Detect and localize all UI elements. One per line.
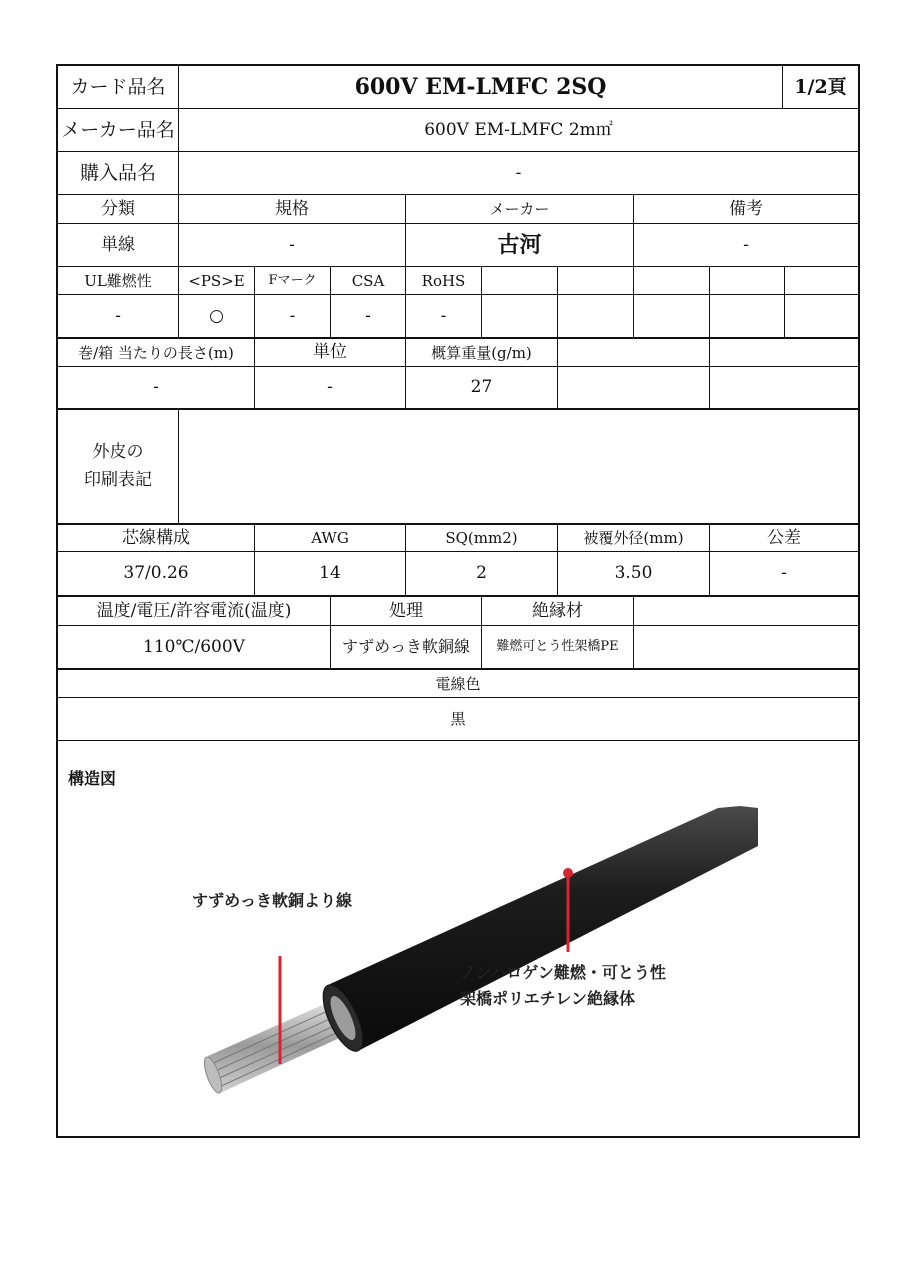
treatment-header: 処理	[389, 600, 423, 621]
maker-name-value: 600V EM-LMFC 2m㎡	[424, 119, 613, 140]
insulation-label-line1: ノンハロゲン難燃・可とう性	[460, 963, 666, 982]
structure-value: 37/0.26	[123, 563, 189, 584]
rating-value: 110℃/600V	[143, 636, 245, 657]
conductor-label: すずめっき軟銅より線	[192, 891, 353, 910]
class-header: 分類	[101, 198, 135, 219]
structure-header: 芯線構成	[122, 527, 190, 548]
class-value: 単線	[101, 234, 135, 255]
card-name-value: 600V EM-LMFC 2SQ	[354, 73, 607, 100]
od-value: 3.50	[614, 563, 653, 584]
maker-name-label: メーカー品名	[61, 118, 175, 141]
spec-value: -	[289, 234, 295, 255]
sq-value: 2	[476, 563, 487, 584]
weight-header: 概算重量(g/m)	[431, 343, 532, 362]
sq-header: SQ(mm2)	[445, 529, 518, 547]
cert-value-csa: -	[365, 305, 371, 326]
cert-value-fmark: -	[289, 305, 296, 326]
insulation-header: 絶縁材	[532, 600, 583, 621]
purchase-name-label: 購入品名	[79, 161, 156, 184]
diagram-title: 構造図	[68, 769, 117, 788]
rating-header: 温度/電圧/許容電流(温度)	[96, 600, 292, 621]
note-header: 備考	[729, 198, 763, 219]
note-value: -	[743, 234, 749, 255]
unit-header: 単位	[313, 342, 347, 363]
cert-header-pse: <PS>E	[188, 271, 245, 290]
awg-header: AWG	[311, 529, 349, 547]
cable-jacket	[315, 806, 758, 1057]
cert-header-csa: CSA	[351, 271, 385, 290]
card-name-label: カード品名	[70, 75, 166, 98]
print-label-line2: 印刷表記	[84, 469, 152, 490]
length-header: 巻/箱 当たりの長さ(m)	[78, 343, 234, 362]
spec-card	[56, 64, 860, 1138]
purchase-name-value: -	[515, 162, 522, 183]
insulation-label-line2: 架橋ポリエチレン絶縁体	[460, 989, 635, 1008]
tolerance-header: 公差	[767, 527, 801, 548]
awg-value: 14	[319, 563, 341, 584]
unit-value: -	[327, 377, 333, 398]
treatment-value: すずめっき軟銅線	[341, 637, 470, 657]
tolerance-value: -	[781, 563, 787, 584]
insulation-value: 難燃可とう性架橋PE	[496, 639, 619, 655]
cert-header-fmark: Fマーク	[268, 272, 317, 288]
cert-value-ul: -	[115, 305, 121, 326]
cert-value-rohs: -	[440, 305, 447, 326]
cert-value-pse: ○	[209, 305, 224, 326]
maker-value: 古河	[497, 231, 542, 258]
weight-value: 27	[470, 377, 493, 398]
color-header: 電線色	[435, 674, 481, 693]
length-value: -	[153, 377, 159, 398]
print-label	[58, 410, 178, 523]
spec-header: 規格	[275, 198, 309, 219]
maker-header: メーカー	[489, 200, 550, 218]
od-header: 被覆外径(mm)	[583, 529, 684, 547]
cable-diagram	[58, 806, 858, 1136]
print-label-line1: 外皮の	[92, 442, 144, 463]
cert-header-rohs: RoHS	[421, 271, 466, 290]
color-value: 黒	[450, 710, 466, 728]
cert-header-ul: UL難燃性	[84, 271, 152, 290]
page-number: 1/2頁	[794, 75, 847, 98]
